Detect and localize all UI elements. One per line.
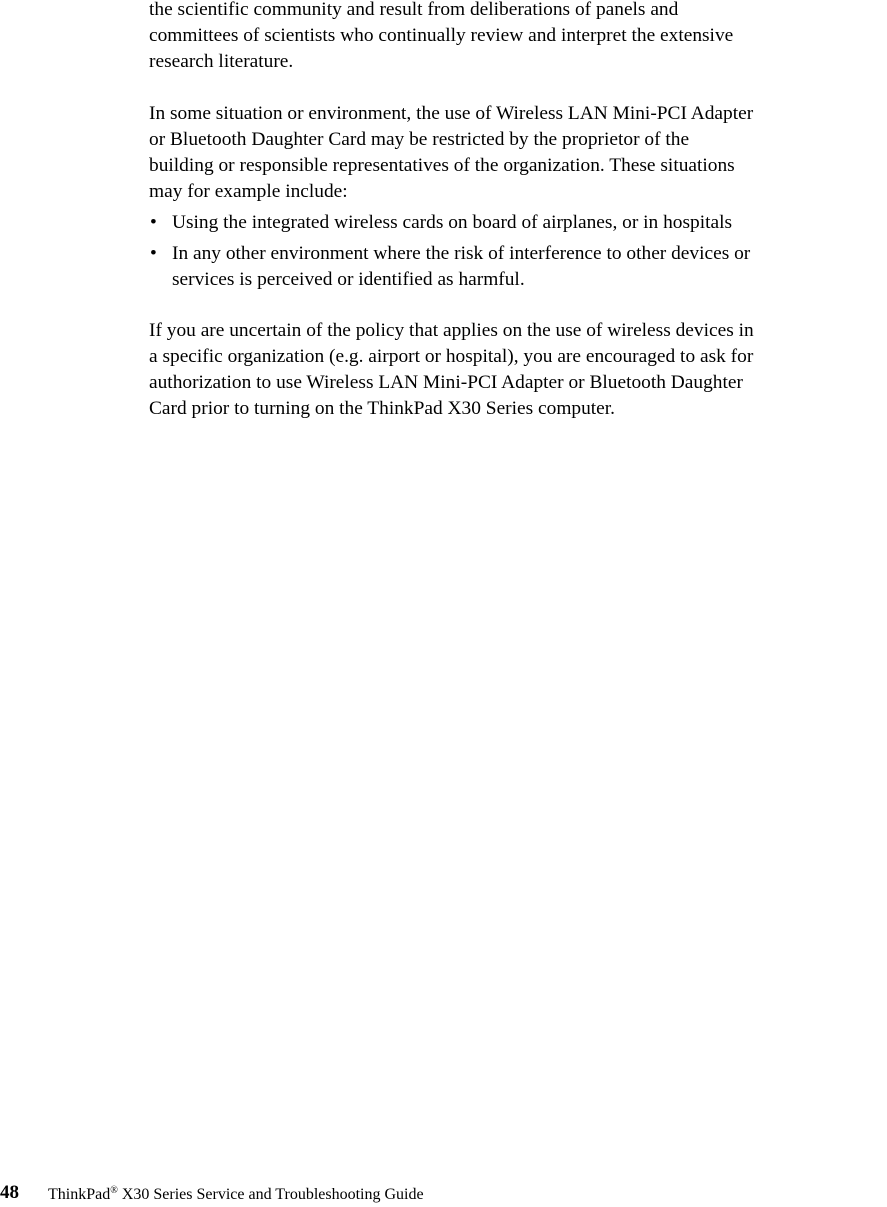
bullet-icon: •	[150, 243, 157, 264]
paragraph-line: may for example include:	[149, 181, 348, 202]
paragraph-line: authorization to use Wireless LAN Mini-PCI Adapter or Bluetooth Daughter	[149, 372, 743, 393]
page-number: 48	[0, 1182, 19, 1203]
restriction-examples-list	[149, 210, 887, 293]
page-body	[149, 0, 887, 422]
list-item-interference	[149, 241, 887, 293]
paragraph-line: If you are uncertain of the policy that applies on the use of wireless devices in	[149, 320, 754, 341]
registered-trademark-icon: ®	[110, 1185, 118, 1196]
document-title	[48, 1184, 424, 1206]
title-rest: X30 Series Service and Troubleshooting Guide	[117, 1186, 424, 1203]
paragraph-uncertain-policy	[149, 318, 887, 422]
paragraph-line: a specific organization (e.g. airport or hospital), you are encouraged to ask for	[149, 346, 754, 367]
list-item-line: Using the integrated wireless cards on board of airplanes, or in hospitals	[172, 212, 733, 233]
paragraph-line: the scientific community and result from deliberations of panels and	[149, 0, 679, 20]
paragraph-line: building or responsible representatives of the organization. These situations	[149, 155, 735, 176]
paragraph-line: Card prior to turning on the ThinkPad X30 Series computer.	[149, 398, 616, 419]
list-item-airplanes-hospitals	[149, 210, 887, 236]
list-item-line: In any other environment where the risk of interference to other devices or	[172, 243, 751, 264]
bullet-icon: •	[150, 212, 157, 233]
paragraph-restricted-use	[149, 101, 887, 205]
paragraph-line: In some situation or environment, the use of Wireless LAN Mini-PCI Adapter	[149, 103, 754, 124]
title-brand: ThinkPad	[48, 1186, 111, 1203]
paragraph-line: research literature.	[149, 51, 294, 72]
list-item-line: services is perceived or identified as harmful.	[172, 269, 525, 290]
paragraph-line: or Bluetooth Daughter Card may be restricted by the proprietor of the	[149, 129, 690, 150]
paragraph-scientific-community	[149, 0, 887, 75]
paragraph-line: committees of scientists who continually review and interpret the extensive	[149, 25, 734, 46]
